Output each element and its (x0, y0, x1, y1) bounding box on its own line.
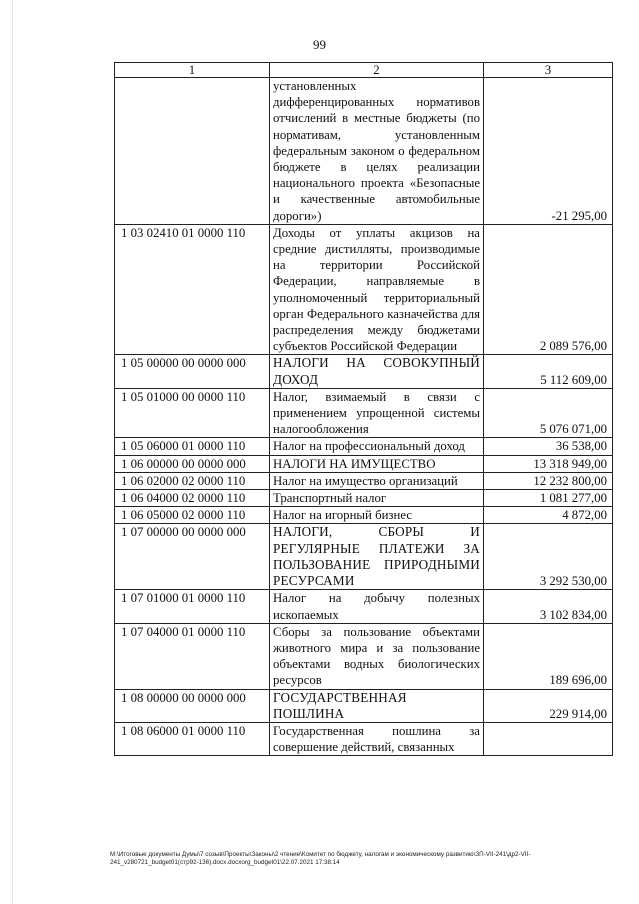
row-amount: 5 112 609,00 (484, 355, 613, 388)
row-description: НАЛОГИ НА СОВОКУПНЫЙ ДОХОД (270, 355, 484, 388)
row-description: НАЛОГИ НА ИМУЩЕСТВО (270, 455, 484, 472)
row-code: 1 03 02410 01 0000 110 (115, 224, 270, 355)
row-description: Сборы за пользование объектами животного мира и за пользование объектами водных биологических ресурсов (270, 623, 484, 689)
table-row (115, 623, 613, 689)
row-code: 1 07 00000 00 0000 000 (115, 524, 270, 590)
row-description: Налог на добычу полезных ископаемых (270, 590, 484, 623)
row-code: 1 06 00000 00 0000 000 (115, 455, 270, 472)
revenue-table-wrapper (114, 62, 613, 756)
table-row (115, 590, 613, 623)
row-description: Налог на имущество организаций (270, 472, 484, 489)
table-row (115, 438, 613, 455)
row-description: Государственная пошлина за совершение действий, связанных (270, 722, 484, 755)
document-path-footer: М:\Итоговые документы Думы\7 созыв\Проекты\Законы\2 чтение\Комитет по бюджету, налогам и экономическому развитию\ЗП-VII-241\др2-VII-241_v280721_budget01(стр92-136).docx.docxorg_budget01\22.07.2021 17:38:14 (110, 851, 531, 866)
row-code (115, 78, 270, 225)
row-amount: 12 232 800,00 (484, 472, 613, 489)
table-row (115, 388, 613, 438)
row-amount: 3 292 530,00 (484, 524, 613, 590)
table-row (115, 355, 613, 388)
row-amount: 36 538,00 (484, 438, 613, 455)
row-amount: 3 102 834,00 (484, 590, 613, 623)
row-description: Налог на игорный бизнес (270, 507, 484, 524)
table-row (115, 524, 613, 590)
table-row (115, 490, 613, 507)
row-code: 1 07 04000 01 0000 110 (115, 623, 270, 689)
row-code: 1 06 05000 02 0000 110 (115, 507, 270, 524)
row-description: ГОСУДАРСТВЕННАЯ ПОШЛИНА (270, 689, 484, 722)
table-row (115, 722, 613, 755)
table-row (115, 689, 613, 722)
row-code: 1 05 06000 01 0000 110 (115, 438, 270, 455)
table-row (115, 455, 613, 472)
row-amount (484, 722, 613, 755)
table-row (115, 507, 613, 524)
scan-edge-line (12, 0, 13, 904)
row-description: Налог, взимаемый в связи с применением упрощенной системы налогообложения (270, 388, 484, 438)
row-amount: 1 081 277,00 (484, 490, 613, 507)
table-row (115, 78, 613, 225)
row-amount: -21 295,00 (484, 78, 613, 225)
row-code: 1 08 00000 00 0000 000 (115, 689, 270, 722)
row-code: 1 06 04000 02 0000 110 (115, 490, 270, 507)
row-description: Налог на профессиональный доход (270, 438, 484, 455)
row-amount: 2 089 576,00 (484, 224, 613, 355)
row-code: 1 07 01000 01 0000 110 (115, 590, 270, 623)
row-code: 1 05 00000 00 0000 000 (115, 355, 270, 388)
table-row (115, 224, 613, 355)
row-amount: 189 696,00 (484, 623, 613, 689)
row-description: Доходы от уплаты акцизов на средние дистилляты, производимые на территории Российской Федерации, направляемые в уполномоченный территориальный орган Федерального казначейства для распределения между бюджетами субъектов Российской Федерации (270, 224, 484, 355)
row-amount: 229 914,00 (484, 689, 613, 722)
header-col-2: 2 (270, 63, 484, 78)
row-code: 1 05 01000 00 0000 110 (115, 388, 270, 438)
row-code: 1 06 02000 02 0000 110 (115, 472, 270, 489)
row-amount: 4 872,00 (484, 507, 613, 524)
row-amount: 13 318 949,00 (484, 455, 613, 472)
row-description: НАЛОГИ, СБОРЫ И РЕГУЛЯРНЫЕ ПЛАТЕЖИ ЗА ПОЛЬЗОВАНИЕ ПРИРОДНЫМИ РЕСУРСАМИ (270, 524, 484, 590)
row-description: установленных дифференцированных нормативов отчислений в местные бюджеты (по нормативам, установленным федеральным законом о федеральном бюджете в целях реализации национального проекта «Безопасные и качественные автомобильные дороги») (270, 78, 484, 225)
row-amount: 5 076 071,00 (484, 388, 613, 438)
page-number: 99 (313, 37, 326, 52)
table-row (115, 472, 613, 489)
row-code: 1 08 06000 01 0000 110 (115, 722, 270, 755)
header-col-3: 3 (484, 63, 613, 78)
row-description: Транспортный налог (270, 490, 484, 507)
table-header-row (115, 63, 613, 78)
header-col-1: 1 (115, 63, 270, 78)
revenue-table (114, 62, 613, 756)
